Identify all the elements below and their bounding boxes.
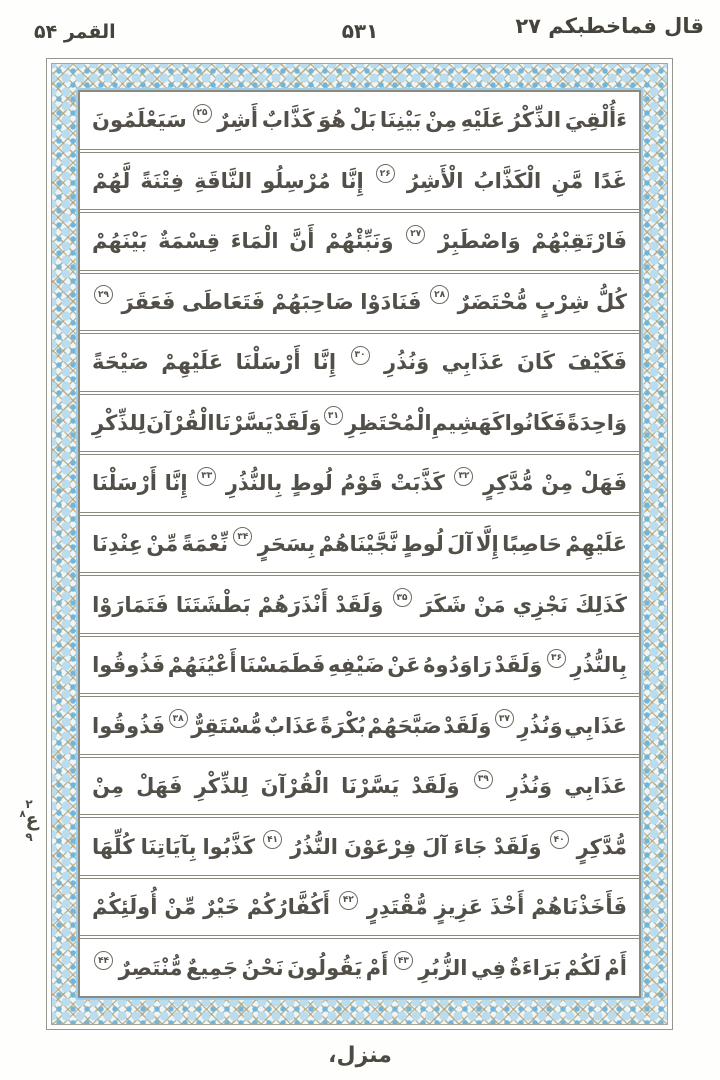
quran-word: قَوْمُ xyxy=(340,471,383,496)
quran-word: شَكَرَ xyxy=(420,592,467,617)
quran-line xyxy=(80,395,639,456)
surah-name-label: القمر ۵۴ xyxy=(34,21,116,43)
quran-word: عَذَابٌ xyxy=(263,713,319,738)
quran-word: مِّنْ xyxy=(164,895,197,920)
quran-word: نِّعْمَةً xyxy=(181,531,229,556)
quran-word: أَشِرٌ xyxy=(217,108,259,133)
quran-word: مُّسْتَقِرٌّ xyxy=(191,713,263,738)
quran-word: الْأَشِرُ xyxy=(406,168,464,193)
ayah-end-marker: ۳۵ xyxy=(393,588,412,607)
ayah-end-marker: ۲۷ xyxy=(406,225,425,244)
quran-word: إِنَّا xyxy=(164,471,188,496)
quran-word: لُوطٍ xyxy=(289,471,333,496)
quran-word: مُرْسِلُو xyxy=(262,168,331,193)
quran-word: أُولَئِكُمْ xyxy=(92,895,158,920)
quran-word: مِّنْ xyxy=(146,531,179,556)
ayah-end-marker: ۴۳ xyxy=(394,951,413,970)
quran-line xyxy=(80,879,639,940)
ruku-marker xyxy=(12,798,46,843)
ayah-end-marker: ۳۰ xyxy=(351,346,370,365)
quran-word: لِلذِّكْرِ xyxy=(92,410,146,435)
quran-word: كَذَلِكَ xyxy=(575,592,627,617)
quran-word: فَكَيْفَ xyxy=(567,350,627,375)
quran-word: فَهَلْ xyxy=(580,471,627,496)
quran-line xyxy=(80,697,639,758)
quran-word: وَاحِدَةً xyxy=(567,410,627,435)
quran-word: ضَيْفِهِ xyxy=(328,653,385,678)
quran-word: جَمِيعٌ xyxy=(186,955,239,980)
quran-word: مُّدَّكِرٍ xyxy=(576,834,627,859)
quran-word: الْقُرْآنَ xyxy=(260,774,330,799)
quran-word: قِسْمَةٌ xyxy=(158,229,221,254)
quran-word: مِنْ xyxy=(541,471,574,496)
quran-line xyxy=(80,939,639,996)
quran-word: لُوطٍ xyxy=(400,531,444,556)
quran-line xyxy=(80,92,639,153)
quran-word: كَذَّبُوا xyxy=(202,834,256,859)
quran-text-area xyxy=(78,90,641,998)
ayah-end-marker: ۲۹ xyxy=(94,285,113,304)
quran-word: وَلَقَدْ xyxy=(443,713,492,738)
quran-word: يَسَّرْنَا xyxy=(214,410,274,435)
quran-word: عَذَابِي xyxy=(564,774,627,799)
quran-word: أَرْسَلْنَا xyxy=(235,350,301,375)
quran-word: وَلَقَدْ xyxy=(273,410,322,435)
ayah-end-marker: ۳۸ xyxy=(169,709,188,728)
decorative-border-frame xyxy=(46,58,673,1030)
quran-word: وَنَبِّئْهُمْ xyxy=(325,229,394,254)
ayah-end-marker: ۳۳ xyxy=(197,467,216,486)
quran-word: النَّاقَةِ xyxy=(194,168,253,193)
quran-word: الْمُحْتَظِرِ xyxy=(345,410,432,435)
ayah-end-marker: ۴۱ xyxy=(263,830,282,849)
quran-word: خَيْرٌ xyxy=(203,895,240,920)
quran-word: كَهَشِيمِ xyxy=(431,410,505,435)
quran-word: آلَ xyxy=(447,531,473,556)
quran-word: وَلَقَدْ xyxy=(493,834,542,859)
quran-line xyxy=(80,818,639,879)
ayah-end-marker: ۴۴ xyxy=(94,951,113,970)
quran-line xyxy=(80,334,639,395)
quran-word: أَكُفَّارُكُمْ xyxy=(246,895,331,920)
ayah-end-marker: ۳۶ xyxy=(547,649,566,668)
quran-word: يَسَّرْنَا xyxy=(341,774,400,799)
quran-word: أَنَّ xyxy=(289,229,315,254)
quran-word: نَجْزِي xyxy=(512,592,569,617)
quran-word: فَعَقَرَ xyxy=(121,289,176,314)
quran-word: مُّنْتَصِرٌ xyxy=(118,955,183,980)
ruku-number-top: ۲ xyxy=(25,797,33,811)
quran-word: آلَ xyxy=(422,834,448,859)
quran-word: مُّدَّكِرٍ xyxy=(483,471,534,496)
quran-word: بَلْ xyxy=(349,108,377,133)
ruku-number-bottom: ۹ xyxy=(25,829,33,844)
quran-line xyxy=(80,516,639,577)
quran-word: وَنُذُرِ xyxy=(383,350,430,375)
quran-word: صَاحِبَهُمْ xyxy=(271,289,354,314)
ayah-end-marker: ۲۸ xyxy=(430,285,449,304)
quran-word: رَاوَدُوهُ xyxy=(423,653,492,678)
quran-word: صَيْحَةً xyxy=(92,350,149,375)
ayah-end-marker: ۳۱ xyxy=(324,406,343,425)
ayah-end-marker: ۳۲ xyxy=(454,467,473,486)
quran-word: فَتَمَارَوْا xyxy=(92,592,169,617)
quran-word: غَدًا xyxy=(593,168,627,193)
quran-word: أَخْذَ xyxy=(489,895,525,920)
quran-word: كَذَّبَتْ xyxy=(390,471,445,496)
quran-word: الْقُرْآنَ xyxy=(146,410,215,435)
quran-word: وَنُذُرِ xyxy=(506,774,553,799)
quran-word: نَّجَّيْنَاهُمْ xyxy=(318,531,398,556)
quran-word: كَذَّابٌ xyxy=(261,108,315,133)
quran-word: بِسَحَرٍ xyxy=(257,531,316,556)
quran-line xyxy=(80,153,639,214)
quran-word: فَتَعَاطَى xyxy=(181,289,265,314)
catchword: منزل، xyxy=(328,1043,392,1068)
ayah-end-marker: ۴۲ xyxy=(339,891,358,910)
quran-word: إِلَّا xyxy=(475,531,499,556)
ayah-end-marker: ۳۷ xyxy=(495,709,514,728)
quran-word: بَيْنِنَا xyxy=(379,108,422,133)
quran-line xyxy=(80,758,639,819)
quran-word: فِتْنَةً xyxy=(140,168,185,193)
quran-word: بِالنُّذُرِ xyxy=(225,471,283,496)
quran-word: عَزِيزٍ xyxy=(434,895,484,920)
quran-word: الْكَذَّابُ xyxy=(473,168,542,193)
quran-word: أَنْذَرَهُمْ xyxy=(257,592,329,617)
quran-word: نَحْنُ xyxy=(241,955,284,980)
quran-word: حَاصِبًا xyxy=(502,531,562,556)
quran-word: عَلَيْهِمْ xyxy=(161,350,224,375)
quran-word: إِنَّا xyxy=(340,168,364,193)
quran-word: مَنْ xyxy=(473,592,506,617)
quran-word: الذِّكْرُ xyxy=(508,108,562,133)
quran-word: سَيَعْلَمُونَ xyxy=(92,108,187,133)
quran-word: عِنْدِنَا xyxy=(92,531,143,556)
quran-word: وَاصْطَبِرْ xyxy=(438,229,521,254)
quran-word: كُلُّ xyxy=(596,289,627,314)
quran-word: جَاءَ xyxy=(453,834,488,859)
quran-word: بُكْرَةً xyxy=(320,713,366,738)
quran-word: أَعْيُنَهُمْ xyxy=(167,653,237,678)
ayah-end-marker: ۴۰ xyxy=(550,830,569,849)
quran-line xyxy=(80,455,639,516)
quran-word: مِنْ xyxy=(425,108,458,133)
quran-word: فَذُوقُوا xyxy=(92,653,166,678)
quran-word: فَهَلْ xyxy=(136,774,183,799)
quran-word: فَأَخَذْنَاهُمْ xyxy=(531,895,627,920)
quran-word: بَطْشَتَنَا xyxy=(175,592,251,617)
quran-word: فَنَادَوْا xyxy=(360,289,422,314)
quran-line xyxy=(80,213,639,274)
juz-name-label: قال فماخطبكم ۲۷ xyxy=(515,14,704,38)
ruku-ain-letter: ع xyxy=(25,808,39,831)
quran-word: عَذَابِي xyxy=(441,350,505,375)
quran-word: عَنْ xyxy=(387,653,421,678)
quran-word: الْمَاءَ xyxy=(230,229,279,254)
quran-word: وَلَقَدْ xyxy=(494,653,543,678)
quran-word: عَذَابِي xyxy=(564,713,627,738)
quran-word: عَلَيْهِ xyxy=(460,108,505,133)
quran-line xyxy=(80,637,639,698)
ayah-end-marker: ۳۹ xyxy=(474,770,493,789)
quran-word: هُوَ xyxy=(318,108,346,133)
quran-word: صَبَّحَهُمْ xyxy=(367,713,442,738)
quran-word: كُلِّهَا xyxy=(92,834,135,859)
quran-word: مِنْ xyxy=(92,774,124,799)
quran-word: مُّقْتَدِرٍ xyxy=(366,895,428,920)
quran-word: وَنُذُرِ xyxy=(517,713,563,738)
quran-word: أَمْ xyxy=(365,955,389,980)
ruku-number-side: ۸ xyxy=(19,808,26,820)
quran-word: يَقُولُونَ xyxy=(287,955,363,980)
ruku-ain-row xyxy=(12,808,46,831)
quran-word: فَارْتَقِبْهُمْ xyxy=(531,229,627,254)
quran-word: بِالنُّذُرِ xyxy=(570,653,627,678)
ayah-end-marker: ۳۴ xyxy=(233,527,252,546)
quran-word: لَّهُمْ xyxy=(92,168,131,193)
quran-line xyxy=(80,576,639,637)
quran-word: لِلذِّكْرِ xyxy=(194,774,249,799)
quran-word: الزُّبُرِ xyxy=(418,955,468,980)
page-header xyxy=(0,8,720,52)
quran-word: كَانَ xyxy=(516,350,555,375)
quran-word: بَرَاءَةٌ xyxy=(509,955,561,980)
quran-line xyxy=(80,274,639,335)
ayah-end-marker: ۲۵ xyxy=(193,104,212,123)
quran-word: ءَأُلْقِيَ xyxy=(564,108,627,133)
quran-word: فَذُوقُوا xyxy=(92,713,166,738)
quran-word: فِي xyxy=(471,955,506,980)
quran-word: النُّذُرُ xyxy=(290,834,338,859)
quran-word: بَيْنَهُمْ xyxy=(92,229,148,254)
quran-word: فِرْعَوْنَ xyxy=(343,834,417,859)
quran-word: فَطَمَسْنَا xyxy=(239,653,326,678)
quran-word: مُّحْتَضَرٌ xyxy=(457,289,529,314)
quran-word: وَلَقَدْ xyxy=(411,774,460,799)
quran-word: عَلَيْهِمْ xyxy=(565,531,627,556)
quran-word: وَلَقَدْ xyxy=(335,592,384,617)
ornament-band xyxy=(51,63,668,1025)
quran-word: إِنَّا xyxy=(313,350,337,375)
quran-word: أَمْ xyxy=(604,955,627,980)
quran-word: بِآيَاتِنَا xyxy=(140,834,197,859)
quran-word: مَّنِ xyxy=(551,168,584,193)
page-number: ۵۳۱ xyxy=(341,19,379,43)
quran-word: شِرْبٍ xyxy=(534,289,590,314)
quran-word: لَكُمْ xyxy=(564,955,601,980)
ayah-end-marker: ۲۶ xyxy=(376,164,395,183)
quran-word: أَرْسَلْنَا xyxy=(92,471,157,496)
quran-word: فَكَانُوا xyxy=(504,410,567,435)
